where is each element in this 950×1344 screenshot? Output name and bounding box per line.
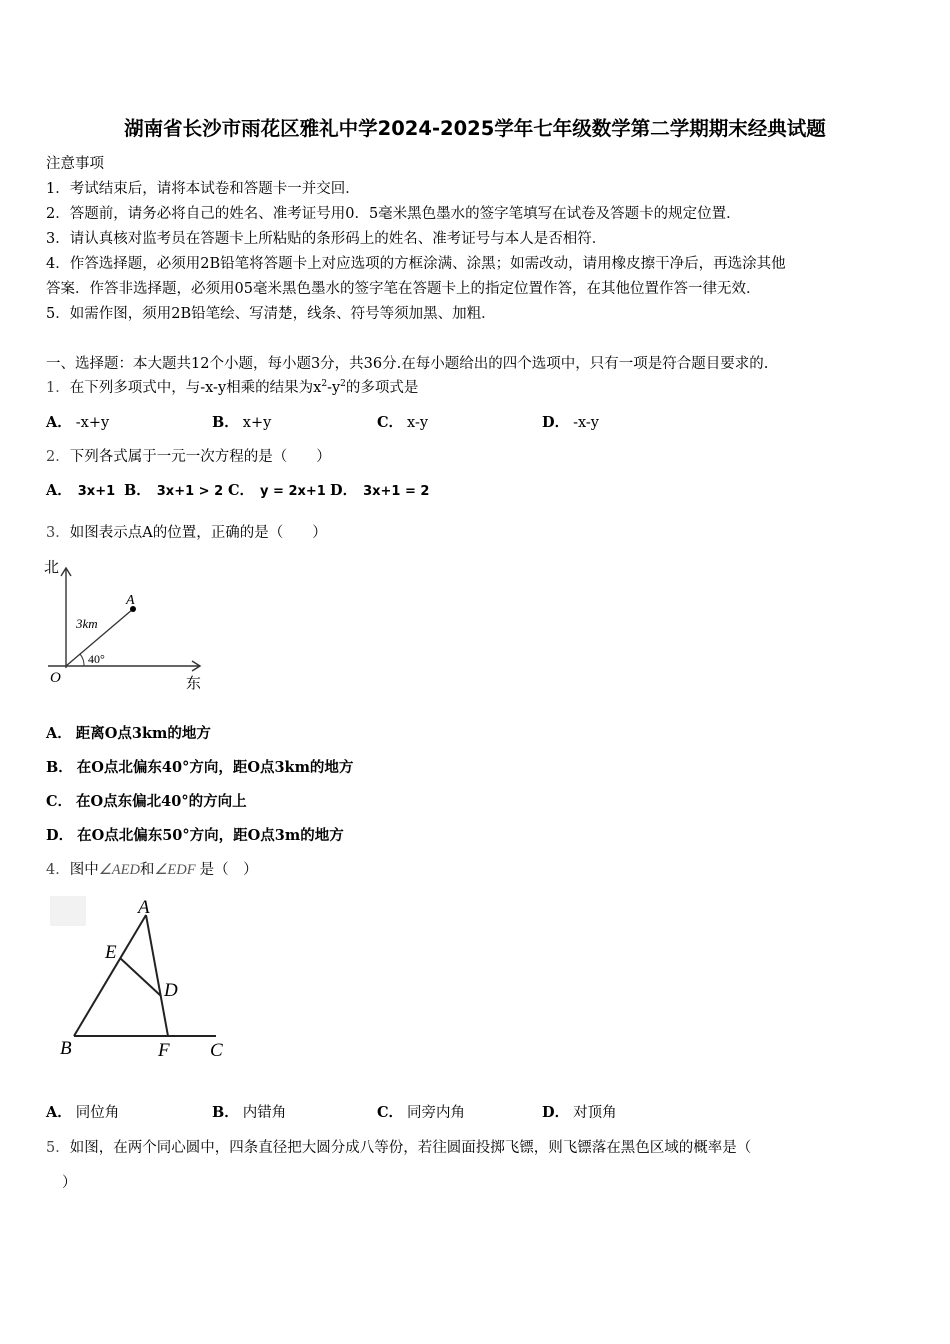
question-number: 3． bbox=[46, 525, 70, 541]
question-number: 5． bbox=[46, 1140, 70, 1156]
label-e: E bbox=[105, 942, 117, 963]
question-4 bbox=[46, 858, 258, 879]
origin-label: O bbox=[50, 670, 61, 686]
label-b: B bbox=[60, 1038, 72, 1059]
question-5-continued: ） bbox=[62, 1175, 77, 1191]
angle-label: 40° bbox=[88, 652, 105, 666]
question-text: 在下列多项式中，与-x-y相乘的结果为x bbox=[69, 380, 322, 396]
point-label: A bbox=[126, 593, 135, 608]
question-text: 的多项式是 bbox=[345, 380, 419, 396]
question-text: 如图，在两个同心圆中，四条直径把大圆分成八等份，若往圆面投掷飞镖，则飞镖落在黑色区域的概率是（ bbox=[69, 1140, 752, 1156]
triangle-figure bbox=[50, 893, 240, 1068]
angle-arc bbox=[80, 654, 84, 666]
question-text: 下列各式属于一元一次方程的是（ ） bbox=[69, 449, 331, 465]
angle-edf: ∠EDF bbox=[154, 862, 196, 878]
question-2 bbox=[46, 445, 331, 466]
distance-label: 3km bbox=[76, 616, 98, 631]
option-a[interactable]: A． -x+y bbox=[46, 414, 110, 431]
segment-af bbox=[146, 915, 168, 1036]
page-title: 湖南省长沙市雨花区雅礼中学2024-2025学年七年级数学第二学期期末经典试题 bbox=[124, 117, 826, 140]
question-number: 1． bbox=[46, 380, 70, 396]
notice-heading: 注意事项 bbox=[46, 156, 104, 172]
question-text: 如图表示点A的位置，正确的是（ ） bbox=[69, 525, 327, 541]
question-number: 4． bbox=[46, 862, 70, 878]
label-c: C bbox=[210, 1040, 223, 1061]
option-d[interactable]: D． -x-y bbox=[542, 414, 599, 431]
question-text: 图中 bbox=[69, 862, 99, 878]
label-f: F bbox=[158, 1040, 170, 1061]
option-a[interactable]: A． 3x+1 bbox=[46, 482, 116, 499]
option-b[interactable]: B． 在O点北偏东40°方向，距O点3km的地方 bbox=[46, 759, 354, 776]
option-d[interactable]: D． 3x+1 = 2 bbox=[330, 482, 430, 499]
option-d[interactable]: D． 对顶角 bbox=[542, 1104, 617, 1121]
question-text: 和 bbox=[139, 862, 155, 878]
question-1 bbox=[46, 376, 418, 397]
option-d[interactable]: D． 在O点北偏东50°方向，距O点3m的地方 bbox=[46, 827, 344, 844]
option-c[interactable]: C． x-y bbox=[377, 414, 429, 431]
option-a[interactable]: A． 同位角 bbox=[46, 1104, 120, 1121]
notice-item: 3．请认真核对监考员在答题卡上所粘贴的条形码上的姓名、准考证号与本人是否相符． bbox=[46, 231, 607, 247]
angle-aed: ∠AED bbox=[98, 862, 140, 878]
notice-item: 答案．作答非选择题，必须用05毫米黑色墨水的签字笔在答题卡上的指定位置作答，在其他位置作答一律无效． bbox=[46, 281, 761, 297]
superscript: 2 bbox=[321, 379, 328, 390]
question-text: 是（ ） bbox=[199, 862, 258, 878]
compass-figure bbox=[40, 556, 210, 696]
superscript: 2 bbox=[340, 379, 346, 390]
north-label: 北 bbox=[44, 560, 60, 576]
notice-item: 4．作答选择题，必须用2B铅笔将答题卡上对应选项的方框涂满、涂黑；如需改动，请用橡皮擦干净后，再选涂其他 bbox=[46, 256, 786, 272]
label-a: A bbox=[138, 897, 150, 918]
option-a[interactable]: A． 距离O点3km的地方 bbox=[46, 725, 211, 742]
option-b[interactable]: B． 内错角 bbox=[212, 1104, 287, 1121]
notice-item: 5．如需作图，须用2B铅笔绘、写清楚，线条、符号等须加黑、加粗． bbox=[46, 306, 496, 322]
option-b[interactable]: B． 3x+1 > 2 bbox=[124, 482, 224, 499]
question-number: 2． bbox=[46, 449, 70, 465]
question-3 bbox=[46, 521, 327, 542]
option-c[interactable]: C． y = 2x+1 bbox=[228, 482, 326, 499]
option-c[interactable]: C． 同旁内角 bbox=[377, 1104, 466, 1121]
question-text: -y bbox=[327, 380, 341, 396]
image-background bbox=[50, 896, 86, 926]
option-c[interactable]: C． 在O点东偏北40°的方向上 bbox=[46, 793, 247, 810]
label-d: D bbox=[164, 980, 178, 1001]
section-heading: 一、选择题：本大题共12个小题，每小题3分，共36分.在每小题给出的四个选项中，只有一项是符合题目要求的. bbox=[46, 356, 769, 372]
east-label: 东 bbox=[186, 676, 202, 692]
question-5 bbox=[46, 1136, 751, 1157]
option-b[interactable]: B． x+y bbox=[212, 414, 272, 431]
notice-item: 2．答题前，请务必将自己的姓名、准考证号用0．5毫米黑色墨水的签字笔填写在试卷及答题卡的规定位置． bbox=[46, 206, 741, 222]
notice-item: 1．考试结束后，请将本试卷和答题卡一并交回． bbox=[46, 181, 360, 197]
segment-ab bbox=[74, 915, 146, 1036]
